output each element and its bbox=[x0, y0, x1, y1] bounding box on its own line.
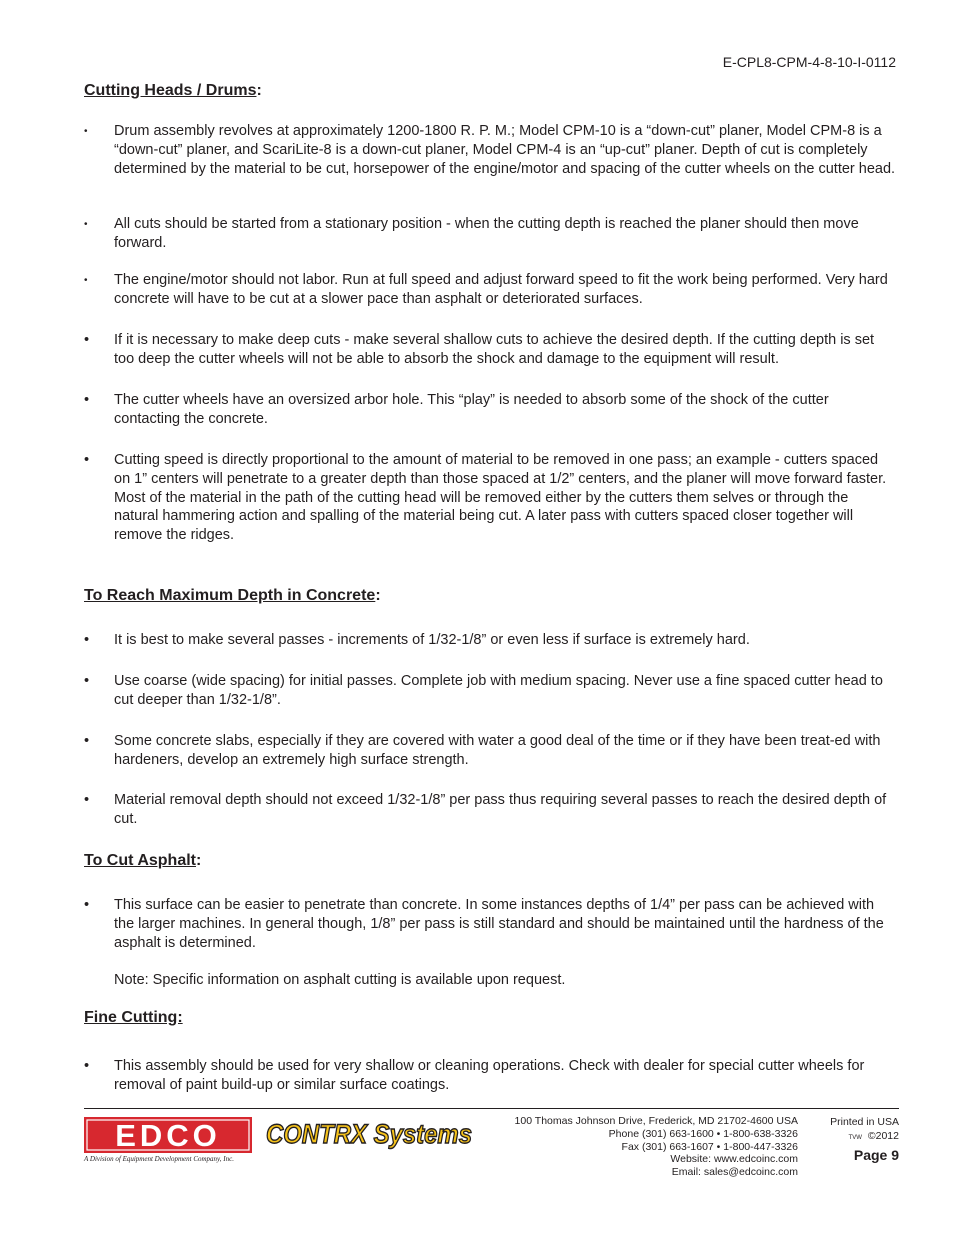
svg-text:EDCO: EDCO bbox=[115, 1118, 221, 1153]
bullet-text: This assembly should be used for very shallow or cleaning operations. Check with dealer for special cutter wheels for removal of paint build-up or similar surface coatings. bbox=[114, 1058, 865, 1093]
list-item bbox=[84, 391, 896, 429]
bullet-icon: • bbox=[84, 897, 90, 913]
copyright-year: ©2012 bbox=[867, 1130, 899, 1142]
heading-text: To Cut Asphalt bbox=[84, 852, 196, 869]
bullet-icon: • bbox=[84, 632, 90, 648]
bullet-text: All cuts should be started from a stationary position - when the cutting depth is reached the planer should then move forward. bbox=[114, 216, 859, 251]
bullet-icon: • bbox=[84, 733, 90, 749]
bullet-icon: • bbox=[84, 1058, 90, 1074]
heading-fine-cutting bbox=[84, 1009, 183, 1027]
heading-text: Cutting Heads / Drums bbox=[84, 82, 257, 99]
list-item bbox=[84, 451, 896, 545]
footer-divider bbox=[84, 1108, 899, 1109]
bullet-text: The cutter wheels have an oversized arbor hole. This “play” is needed to absorb some of the shock of the cutter contacting the concrete. bbox=[114, 392, 829, 427]
bullet-icon: • bbox=[84, 673, 90, 689]
bullet-icon: • bbox=[84, 452, 90, 468]
print-info bbox=[800, 1115, 899, 1165]
list-item bbox=[84, 631, 896, 650]
doc-code: E-CPL8-CPM-4-8-10-I-0112 bbox=[722, 54, 896, 70]
bullet-text: This surface can be easier to penetrate than concrete. In some instances depths of 1/4” per pass can be achieved with the larger machines. In general though, 1/8” per pass is still standard and should be maintained until the hardness of the asphalt is determined. bbox=[114, 897, 884, 951]
heading-asphalt: To Cut Asphalt: bbox=[84, 852, 202, 869]
bullet-icon: • bbox=[84, 126, 88, 137]
list-item bbox=[84, 791, 896, 829]
printed-in: Printed in USA bbox=[830, 1116, 899, 1128]
email-line: Email: sales@edcoinc.com bbox=[671, 1166, 798, 1179]
heading-text: Fine Cutting: bbox=[84, 1009, 183, 1026]
list-item bbox=[84, 672, 896, 710]
list-item bbox=[84, 215, 896, 253]
list-item bbox=[84, 896, 896, 952]
page-number: Page 9 bbox=[853, 1147, 899, 1163]
heading-text: To Reach Maximum Depth in Concrete bbox=[84, 587, 376, 604]
bullet-text: Some concrete slabs, especially if they are covered with water a good deal of the time or if they have been treat-ed with hardeners, develop an extremely high surface strength. bbox=[114, 733, 881, 768]
list-item bbox=[84, 271, 896, 309]
bullet-text: Use coarse (wide spacing) for initial passes. Complete job with medium spacing. Never use a fine spaced cutter head to cut deeper than 1/32-1/8”. bbox=[114, 673, 883, 708]
heading-cutting-heads: Cutting Heads / Drums: bbox=[84, 82, 262, 99]
phone-line: Phone (301) 663-1600 • 1-800-638-3326 bbox=[608, 1127, 798, 1140]
copyright bbox=[800, 1129, 899, 1145]
tvw-mark: TVW bbox=[848, 1135, 862, 1141]
contrx-systems-logo bbox=[264, 1115, 478, 1159]
bullet-icon: • bbox=[84, 219, 88, 230]
bullet-text: Cutting speed is directly proportional to the amount of material to be removed in one pass; an example - cutters spaced on 1” centers will penetrate to a greater depth than those spaced at 1/2” centers, and the planer will move forward faster. Most of the material in the path of the cutting head will be removed either by the cutters them selves or through the natural hammering action and spalling of the material being cut. A later pass with cutters spaced closer together will remove the ridges. bbox=[114, 452, 887, 544]
bullet-icon: • bbox=[84, 792, 90, 808]
website-line: Website: www.edcoinc.com bbox=[670, 1153, 798, 1166]
address-line: 100 Thomas Johnson Drive, Frederick, MD 21702-4600 USA bbox=[514, 1115, 798, 1127]
fax-line: Fax (301) 663-1607 • 1-800-447-3326 bbox=[621, 1140, 798, 1153]
company-address bbox=[480, 1115, 798, 1179]
list-item bbox=[84, 732, 896, 770]
list-item bbox=[84, 331, 896, 369]
bullet-text: Drum assembly revolves at approximately 1200-1800 R. P. M.; Model CPM-10 is a “down-cut” planer, Model CPM-8 is a “down-cut” planer, and ScariLite-8 is a down-cut planer, Model CPM-4 is an “up-cut” planer. Depth of cut is completely determined by the material to be cut, horsepower of the engine/motor and spacing of the cutter wheels on the cutter head. bbox=[114, 123, 896, 177]
bullet-text: If it is necessary to make deep cuts - make several shallow cuts to achieve the desired depth. If the cutting depth is set too deep the cutter wheels will not be able to absorb the shock and damage to the equipment will result. bbox=[114, 332, 875, 367]
bullet-text: Material removal depth should not exceed 1/32-1/8” per pass thus requiring several passes to reach the desired depth of cut. bbox=[114, 792, 887, 827]
heading-max-depth: To Reach Maximum Depth in Concrete: bbox=[84, 587, 381, 604]
bullet-icon: • bbox=[84, 392, 90, 408]
bullet-text: It is best to make several passes - increments of 1/32-1/8” or even less if surface is extremely hard. bbox=[114, 632, 750, 648]
list-item bbox=[84, 1057, 896, 1095]
bullet-icon: • bbox=[84, 332, 90, 348]
asphalt-note: Note: Specific information on asphalt cutting is available upon request. bbox=[114, 972, 566, 988]
edco-tagline: A Division of Equipment Development Company, Inc. bbox=[84, 1155, 234, 1163]
bullet-icon: • bbox=[84, 275, 88, 286]
list-item bbox=[84, 122, 896, 178]
bullet-text: The engine/motor should not labor. Run at full speed and adjust forward speed to fit the work being performed. Very hard concrete will have to be cut at a slower pace than asphalt or deteriorated surfaces. bbox=[114, 272, 888, 307]
svg-text:CONTRX Systems: CONTRX Systems bbox=[266, 1119, 472, 1149]
